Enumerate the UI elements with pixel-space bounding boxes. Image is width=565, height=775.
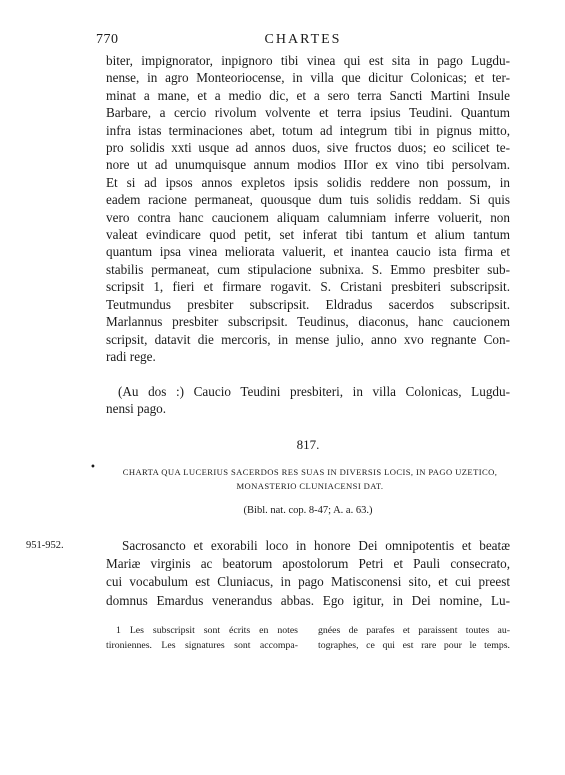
text-line: Sacrosancto et exorabili loco in honore Dei omnipotentis et beatæ	[122, 538, 510, 553]
text-line: nore ut ad unumquisque annum modios IIIor ex vino tibi persolvam.	[106, 157, 510, 173]
page-header	[96, 32, 510, 52]
rubric-line: MONASTERIO CLUNIACENSI DAT.	[236, 481, 384, 491]
text-line: domnus Emardus venerandus abbas. Ego igitur, in Dei nomine, Lu-	[106, 592, 510, 608]
running-title: CHARTES	[264, 32, 342, 47]
endorsement-line: (Au dos :) Caucio Teudini presbiteri, in villa Colonicas, Lugdu-	[118, 384, 510, 399]
charter-817-text	[106, 537, 510, 610]
text-line: biter, impignorator, inpignoro tibi vinea qui est sita in pago Lugdu-	[106, 53, 510, 68]
text-line: eadem racione permaneat, quousque dum tuis solidis reddam. Si quis	[106, 192, 510, 208]
footnote-line: 1 Les subscripsit sont écrits en notes	[116, 625, 298, 636]
footnote-line: tographes, ce qui est rare pour le temps.	[318, 639, 510, 651]
charter-number: 817.	[296, 437, 320, 452]
text-line: scripsit 1, fieri et firmare rogavit. S. Cristani presbiteri subscripsit.	[106, 279, 510, 295]
endorsement-line: nensi pago.	[106, 401, 167, 417]
charter-816-text	[106, 52, 510, 365]
text-line: stabilis permaneat, cum stipulacione subnixa. S. Emmo presbiter sub-	[106, 261, 510, 277]
text-line: vero contra hanc caucionem aliquam calumniam inferre voluerit, non	[106, 209, 510, 225]
text-line: Barbare, a cercio rivolum volvente et terra ipsius Teudini. Quantum	[106, 105, 510, 121]
margin-date: 951-952.	[26, 540, 64, 551]
source-reference: (Bibl. nat. cop. 8-47; A. a. 63.)	[243, 505, 373, 516]
endorsement	[106, 383, 510, 418]
text-line: minat a mane, et a medio dic, et a sero terra Sancti Martini Insule	[106, 87, 510, 103]
text-line: valeat evindicare quod petit, set inferat tibi tantum et alium tantum	[106, 227, 510, 243]
text-line: Et si ad ipsos annos expletos ipsis solidis reddere non possum, in	[106, 174, 510, 190]
text-line: scripsit, datavit die mercoris, in mense julio, anno xvo regnante Con-	[106, 331, 510, 347]
rubric-line: CHARTA QUA LUCERIUS SACERDOS RES SUAS IN DIVERSIS LOCIS, IN PAGO UZETICO,	[122, 467, 498, 477]
footnote-right-column	[318, 624, 510, 653]
page-number: 770	[96, 32, 119, 47]
text-line: quantum ipsa vinea meliorata valuerit, et inantea caucio ista firma et	[106, 244, 510, 260]
text-line: Mariæ virginis ac beatorum apostolorum Petri et Pauli consecrato,	[106, 556, 510, 572]
text-line: pro solidis xxti usque ad annos duos, sive fructos duos; eo scilicet te-	[106, 140, 510, 156]
footnote-left-column	[106, 624, 298, 653]
text-line: infra istas terminaciones abet, totum ad integrum tibi in pignus mitto,	[106, 122, 510, 138]
text-line: cui vocabulum est Cluniacus, in pago Matisconensi sito, et cui preest	[106, 574, 510, 590]
text-line: Marlannus presbiter subscripsit. Teudinus, diaconus, hanc caucionem	[106, 314, 510, 330]
footnote-line: tironiennes. Les signatures sont accompa-	[106, 639, 298, 651]
footnote-line: gnées de parafes et paraissent toutes au-	[318, 625, 510, 636]
text-line: nense, in agro Monteoriocense, in villa que dicitur Colonicas; et ter-	[106, 70, 510, 86]
charter-rubric	[110, 465, 510, 493]
bullet-mark-icon: •	[90, 462, 96, 473]
text-line: radi rege.	[106, 348, 156, 364]
text-line: Teutmundus presbiter subscripsit. Eldradus sacerdos subscripsit.	[106, 296, 510, 312]
